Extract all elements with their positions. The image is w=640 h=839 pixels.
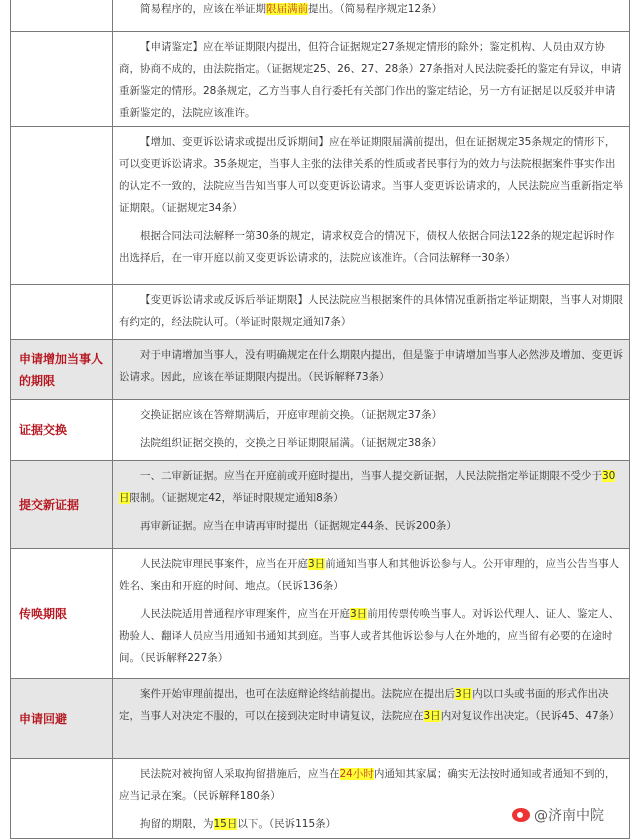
paragraph (119, 465, 623, 509)
table-row (10, 127, 630, 285)
text-segment: 【增加、变更诉讼请求或提出反诉期间】应在举证期限届满前提出，但在证据规定35条规定的情形下，可以变更诉讼请求。35条规定，当事人主张的法律关系的性质或者民事行为的效力与法院根据案件事实作出的认定不一致的，法院应当告知当事人可以变更诉讼请求。当事人变更诉讼请求的，人民法院应当重新指定举证期限。（证据规定34条） (119, 136, 623, 214)
row-content (113, 759, 630, 839)
text-segment: 对于申请增加当事人，没有明确规定在什么期限内提出，但是鉴于申请增加当事人必然涉及增加、变更诉讼请求。因此，应该在举证期限内提出。（民诉解释73条） (119, 349, 623, 383)
highlighted-term: 3日 (350, 608, 368, 620)
row-content (113, 340, 630, 400)
paragraph (119, 515, 623, 537)
text-segment: 人民法院适用普通程序审理案件，应当在开庭 (140, 608, 350, 620)
highlighted-term: 3日 (308, 558, 326, 570)
text-segment: 内通知其家属；确实无法按时通知或者通知不到的，应当记录在案。（民诉解释180条） (119, 768, 616, 802)
row-label: 证据交换 (10, 400, 113, 461)
paragraph (119, 553, 623, 597)
text-segment: 简易程序的，应该在举证期 (140, 3, 266, 15)
text-segment: 内对复议作出决定。（民诉45、47条） (440, 710, 620, 722)
paragraph (119, 432, 623, 454)
row-content (113, 400, 630, 461)
paragraph (119, 404, 623, 426)
text-segment: 人民法院审理民事案件，应当在开庭 (140, 558, 308, 570)
row-label (10, 127, 113, 285)
text-segment: 交换证据应该在答辩期满后，开庭审理前交换。（证据规定37条） (140, 409, 443, 421)
highlighted-term: 限届满前 (266, 3, 308, 15)
row-content (113, 0, 630, 32)
highlighted-term: 24小时 (339, 768, 374, 780)
text-segment: 限制。（证据规定42，举证时限规定通知8条） (129, 492, 344, 504)
row-content (113, 549, 630, 679)
paragraph (119, 0, 623, 20)
paragraph (119, 131, 623, 219)
row-content (113, 127, 630, 285)
text-segment: 拘留的期限，为 (140, 818, 214, 830)
text-segment: 民法院对被拘留人采取拘留措施后，应当在 (140, 768, 340, 780)
paragraph (119, 289, 623, 333)
row-content (113, 32, 630, 127)
watermark (512, 805, 604, 825)
table-row (10, 549, 630, 679)
text-segment: 法院组织证据交换的，交换之日举证期限届满。（证据规定38条） (140, 437, 443, 449)
text-segment: 再审新证据。应当在申请再审时提出（证据规定44条、民诉200条） (140, 520, 457, 532)
table-row (10, 400, 630, 461)
text-segment: 【变更诉讼请求或反诉后举证期限】人民法院应当根据案件的具体情况重新指定举证期限，当事人对期限有约定的，经法院认可。（举证时限规定通知7条） (119, 294, 623, 328)
text-segment: 内以口头或书面的形式作出决定，当事人对决定不服的，可以在接到决定时申请复议，法院应在 (119, 688, 609, 722)
paragraph (119, 603, 623, 669)
text-segment: 【申请鉴定】应在举证期限内提出，但符合证据规定27条规定情形的除外；鉴定机构、人员由双方协商，协商不成的，由法院指定。（证据规定25、26、27、28条）27条指对人民法院委托的鉴定有异议，申请重新鉴定的情形。28条规定，乙方当事人自行委托有关部门作出的鉴定结论，另一方有证据足以反驳并申请重新鉴定的，法院应该准许。 (119, 41, 622, 119)
table-row (10, 0, 630, 32)
text-segment: 前通知当事人和其他诉讼参与人。公开审理的，应当公告当事人姓名、案由和开庭的时间、地点。（民诉136条） (119, 558, 620, 592)
row-content (113, 679, 630, 759)
paragraph (119, 36, 623, 124)
watermark-text: @济南中院 (534, 808, 604, 824)
text-segment: 案件开始审理前提出，也可在法庭辩论终结前提出。法院应在提出后 (140, 688, 455, 700)
table-row (10, 679, 630, 759)
row-label: 提交新证据 (10, 461, 113, 549)
row-label (10, 285, 113, 340)
table-row (10, 461, 630, 549)
row-label: 申请增加当事人的期限 (10, 340, 113, 400)
row-label (10, 759, 113, 839)
row-content (113, 461, 630, 549)
row-label: 申请回避 (10, 679, 113, 759)
text-segment: 提出。（简易程序规定12条） (308, 3, 443, 15)
row-label (10, 32, 113, 127)
row-label: 传唤期限 (10, 549, 113, 679)
row-label (10, 0, 113, 32)
highlighted-term: 3日 (423, 710, 441, 722)
paragraph (119, 683, 623, 727)
paragraph (119, 225, 623, 269)
paragraph (119, 763, 623, 807)
table-row (10, 759, 630, 839)
highlighted-term: 30日 (119, 470, 616, 504)
weibo-icon (512, 808, 530, 822)
paragraph (119, 344, 623, 388)
table-row (10, 285, 630, 340)
table-row (10, 32, 630, 127)
text-segment: 前用传票传唤当事人。对诉讼代理人、证人、鉴定人、勘验人、翻译人员应当用通知书通知其到庭。当事人或者其他诉讼参与人在外地的，应当留有必要的在途时间。（民诉解释227条） (119, 608, 620, 664)
row-content (113, 285, 630, 340)
table-row (10, 340, 630, 400)
text-segment: 根据合同法司法解释一第30条的规定，请求权竞合的情况下，债权人依据合同法122条的规定起诉时作出选择后，在一审开庭以前又变更诉讼请求的，法院应该准许。（合同法解释一30条） (119, 230, 615, 264)
highlighted-term: 15日 (213, 818, 238, 830)
text-segment: 以下。（民诉115条） (237, 818, 337, 830)
highlighted-term: 3日 (455, 688, 473, 700)
text-segment: 一、二审新证据。应当在开庭前或开庭时提出，当事人提交新证据，人民法院指定举证期限不受少于 (140, 470, 602, 482)
